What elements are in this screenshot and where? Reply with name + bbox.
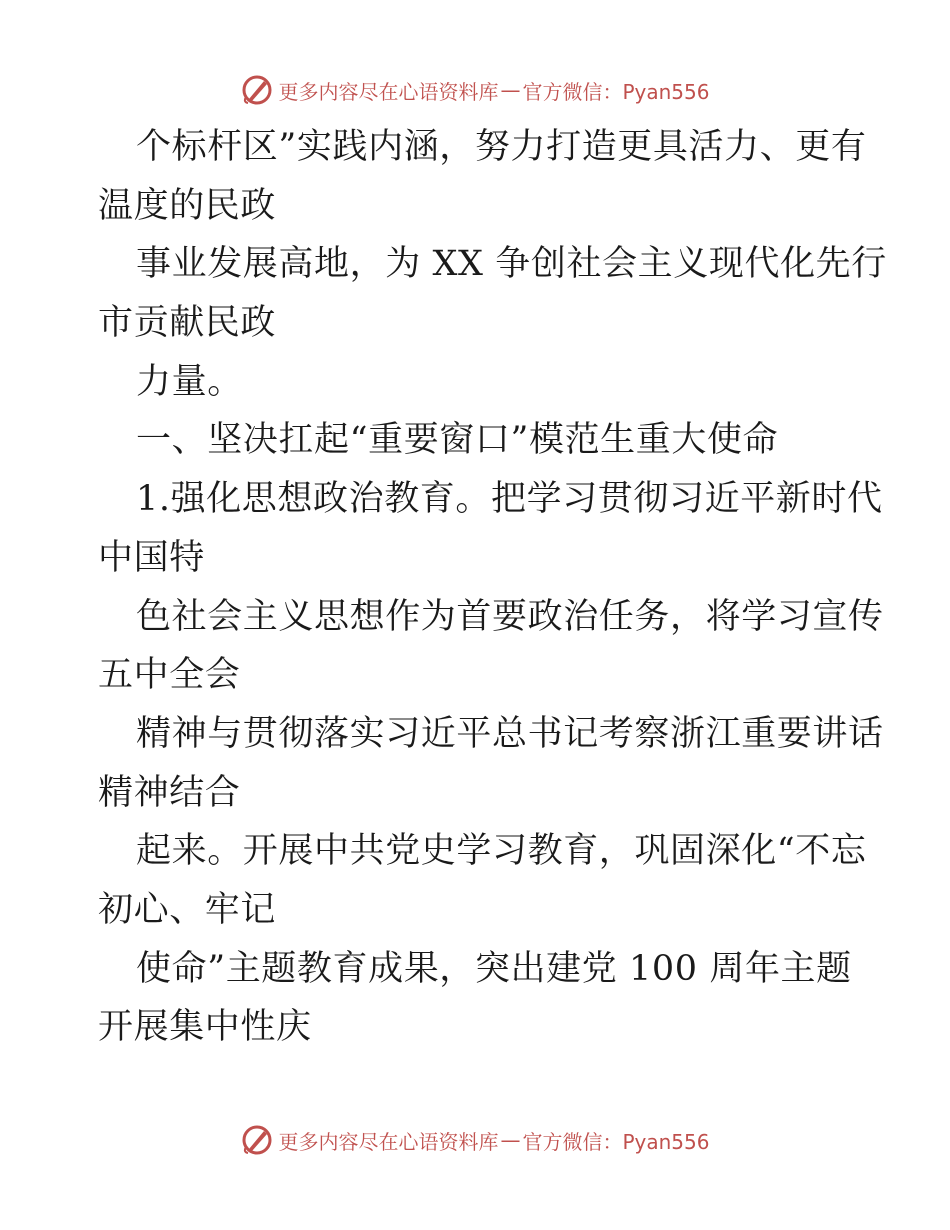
- text-line: 起来。开展中共党史学习教育，巩固深化“不忘: [136, 831, 867, 872]
- text-line: 精神与贯彻落实习近平总书记考察浙江重要讲话: [136, 713, 884, 754]
- text-line: 市贡献民政: [98, 303, 277, 344]
- watermark-header: [0, 68, 950, 112]
- text-line: 开展集中性庆: [98, 1007, 312, 1048]
- quill-logo-icon: [240, 1123, 274, 1157]
- watermark-dash: —: [500, 78, 521, 102]
- quill-logo-icon: [240, 73, 274, 107]
- text-line: 力量。: [136, 361, 243, 402]
- watermark-wechat: 官方微信：Pyan556: [522, 1129, 710, 1154]
- text-line: 个标杆区”实践内涵，努力打造更具活力、更有: [136, 127, 867, 167]
- text-line: 使命”主题教育成果，突出建党 100 周年主题: [136, 948, 852, 989]
- watermark-title: 更多内容尽在心语资料库: [278, 1129, 499, 1154]
- watermark-title: 更多内容尽在心语资料库: [278, 79, 499, 104]
- watermark-footer: [0, 1118, 950, 1162]
- text-line: 初心、牢记: [98, 889, 277, 930]
- watermark-wechat: 官方微信：Pyan556: [522, 79, 710, 104]
- text-line: 温度的民政: [98, 185, 277, 226]
- text-line: 1.强化思想政治教育。把学习贯彻习近平新时代: [136, 479, 883, 520]
- text-line: 色社会主义思想作为首要政治任务，将学习宣传: [136, 596, 884, 637]
- text-line: 事业发展高地，为 XX 争创社会主义现代化先行: [136, 244, 887, 285]
- watermark-dash: —: [500, 1128, 521, 1152]
- text-line: 一、坚决扛起“重要窗口”模范生重大使命: [136, 420, 779, 461]
- text-line: 精神结合: [98, 772, 241, 813]
- text-line: 中国特: [98, 537, 205, 578]
- document-body: [98, 118, 887, 1057]
- text-line: 五中全会: [98, 655, 241, 696]
